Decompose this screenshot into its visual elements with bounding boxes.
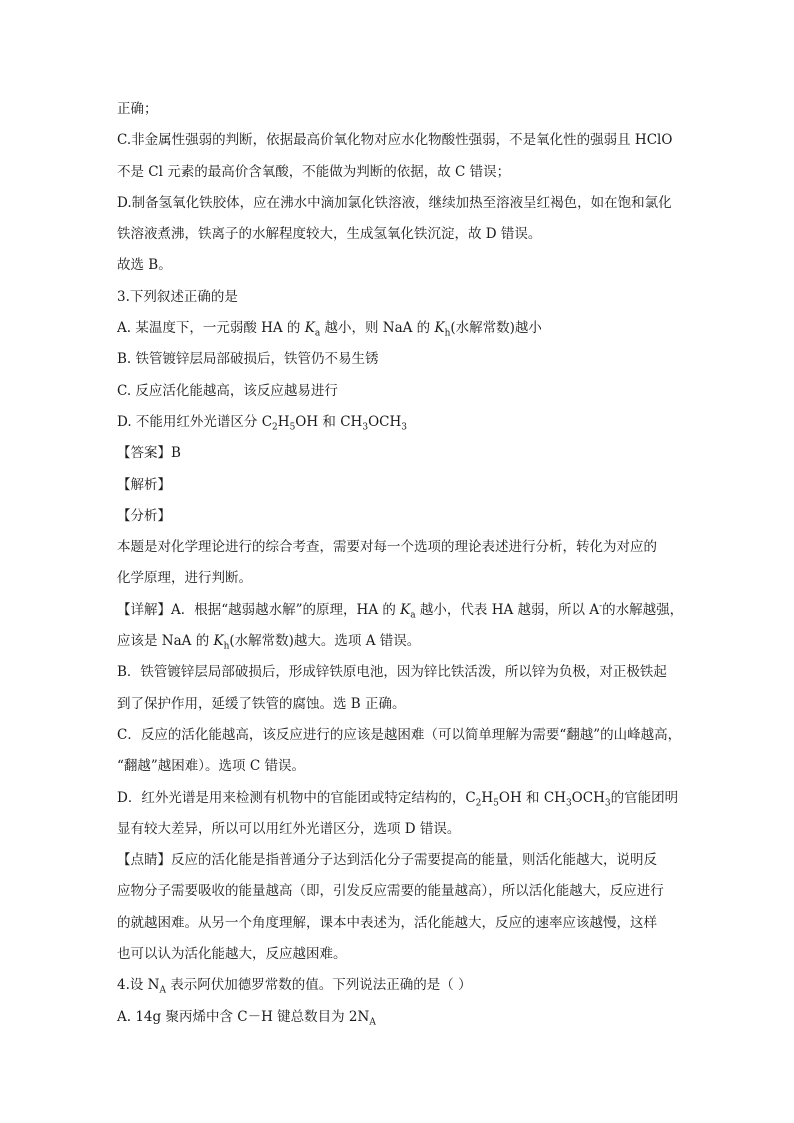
text-line: 铁溶液煮沸，铁离子的水解程度较大，生成氢氧化铁沉淀，故 D 错误。 [117,226,542,243]
text-line: 故选 B。 [117,257,172,274]
q3-option-c: C. 反应活化能越高，该反应越易进行 [117,382,338,399]
subscript: h [444,328,451,339]
text-span: 的官能团明 [610,789,679,806]
text-span: 【详解】A．根据“越弱越水解”的原理，HA 的 [117,601,401,618]
q4-option-a [117,1007,687,1028]
subscript: 3 [565,798,572,809]
subscript: a [410,610,416,621]
text-span: OH 和 CH [498,789,566,806]
subscript: 5 [493,798,499,809]
text-span: 越小，则 NaA 的 [320,320,435,337]
text-line: 正确； [117,101,158,117]
subscript: h [223,641,230,652]
text-span: A. 某温度下，一元弱酸 HA 的 [117,320,305,337]
subscript: a [314,328,321,339]
text-span: H [277,413,290,430]
dianjing-line: 【点睛】反应的活化能是指普通分子达到活化分子需要提高的能量，则活化能越大，说明反 [117,852,657,869]
text-span: (水解常数)越小 [450,320,542,337]
text-span: 应该是 NaA 的 [117,633,214,650]
dianjing-line: 应物分子需要吸收的能量越高（即，引发反应需要的能量越高），所以活化能越大，反应进行 [117,883,664,900]
detail-line [117,788,687,809]
subscript: 3 [401,422,407,433]
subscript: 2 [475,798,482,809]
dianjing-line: 也可以认为活化能越大，反应越困难。 [117,946,347,963]
q3-option-d [117,412,687,433]
subscript: A [369,1017,376,1028]
text-line: C.非金属性强弱的判断，依据最高价氧化物对应水化物酸性强弱，不是氧化性的强弱且 HClO [117,132,673,149]
k-symbol: K [400,601,411,618]
text-span: 表示阿伏加德罗常数的值。下列说法正确的是（ ） [165,977,472,994]
subscript: 5 [289,422,296,433]
subscript: A [159,986,166,996]
q3-option-b: B. 铁管镀锌层局部破损后，铁管仍不易生锈 [117,351,379,368]
detail-line: “翻越”越困难）。选项 C 错误。 [117,758,305,775]
detail-line: C．反应的活化能越高，该反应进行的应该是越困难（可以简单理解为需要“翻越”的山峰越高， [117,726,682,743]
text-line: 化学原理，进行判断。 [117,570,252,587]
detail-line [117,600,687,621]
analysis-heading: 【解析】 [117,476,171,493]
subscript: 2 [272,422,278,433]
fenxi-heading: 【分析】 [117,507,171,524]
text-span: 越小，代表 HA 越弱，所以 A [415,601,600,618]
text-span: 的水解越强， [602,601,684,618]
superscript: - [599,601,603,612]
text-span: H [481,789,494,806]
detail-line: B．铁管镀锌层局部破损后，形成锌铁原电池，因为锌比铁活泼，所以锌为负极，对正极铁起 [117,664,667,681]
k-symbol: K [304,320,315,337]
answer-line: 【答案】B [117,445,181,462]
text-span: 4.设 N [117,977,160,994]
text-span: (水解常数)越大。选项 A 错误。 [229,633,421,650]
subscript: 3 [362,422,369,433]
text-span: OCH [368,413,402,430]
document-body [117,99,687,1038]
q3-option-a [117,318,687,339]
detail-line: 到了保护作用，延缓了铁管的腐蚀。选 B 正确。 [117,695,406,712]
question-3-stem: 3.下列叙述正确的是 [117,288,238,305]
text-line: 不是 Cl 元素的最高价含氧酸，不能做为判断的依据，故 C 错误； [117,163,511,180]
text-line: D.制备氢氧化铁胶体，应在沸水中滴加氯化铁溶液，继续加热至溶液呈红褐色，如在饱和氯化 [117,194,672,211]
subscript: 3 [604,798,611,809]
text-line: 本题是对化学理论进行的综合考查，需要对每一个选项的理论表述进行分析，转化为对应的 [117,539,657,556]
text-span: D. 不能用红外光谱区分 C [117,413,273,430]
text-span: OH 和 CH [295,413,363,430]
k-symbol: K [213,633,224,650]
detail-line: 显有较大差异，所以可以用红外光谱区分，选项 D 错误。 [117,820,461,837]
text-span: D．红外光谱是用来检测有机物中的官能团或特定结构的，C [117,789,476,806]
dianjing-line: 的就越困难。从另一个角度理解，课本中表述为，活化能越大，反应的速率应该越慢，这样 [117,914,657,931]
detail-line [117,631,687,652]
text-span: A. 14g 聚丙烯中含 C－H 键总数目为 2N [117,1008,370,1025]
question-4-stem [117,975,687,996]
text-span: OCH [571,789,605,806]
k-symbol: K [434,320,445,337]
